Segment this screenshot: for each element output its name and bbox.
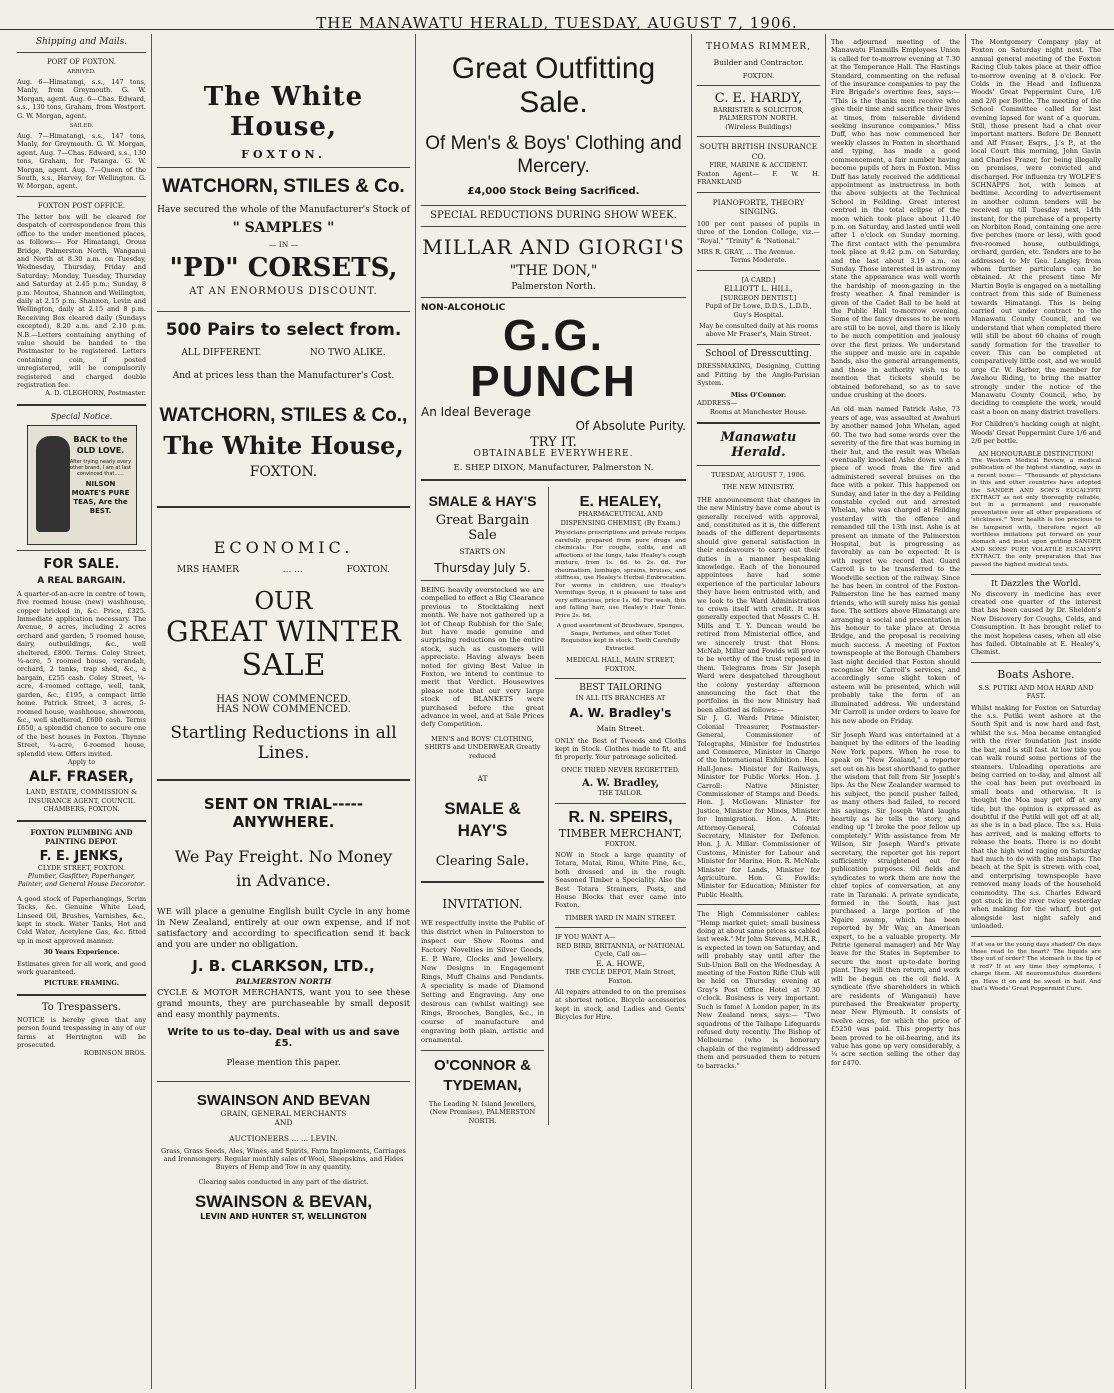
we-pay-freight: We Pay Freight. No Money in Advance.: [174, 846, 393, 890]
shipping-title: Shipping and Mails.: [35, 37, 128, 47]
hardy-buildings: (Wireless Buildings): [725, 122, 792, 131]
pairs-select: 500 Pairs to select from.: [165, 319, 402, 340]
healey-chemist: PHARMACEUTICAL AND DISPENSING CHEMIST, (By Exam.): [560, 510, 681, 527]
smale-title: SMALE & HAY'S: [428, 493, 537, 510]
bradley-heading-2: A. W. Bradley,: [581, 778, 660, 790]
punch-heading: PUNCH: [470, 357, 637, 407]
great-winter: GREAT WINTER: [166, 615, 401, 649]
builder: Builder and Contractor.: [713, 58, 804, 67]
white-house-heading: The White House,: [203, 82, 364, 142]
a-card: [A CARD.]: [741, 275, 776, 284]
at-label: AT: [477, 774, 488, 784]
thursday: Thursday July 5.: [434, 560, 531, 575]
column-5: [826, 34, 966, 1389]
healey-column: [555, 487, 686, 1125]
sale-text: A quarter-of-an-acre in centre of town, five roomed house (new) washhouse, copper bricked in, &c. Price, £325. Immediate application necessary. The Avenue, 9 acres, including 2 acres orchard and garden, 5 roomed house, dairy, outbuildings, &c., well sheltered, £800. Terms. Coley Street, ¼-acre, 5 roomed house, verandah, orchard, 2 tanks, trap shed, &c., a bargain, £255 cash. Coley Street, ¼-acre, 4-roomed cottage, well, tank, garden, &c., £195, a compact little home. Patrick Street, 3 acres, 5-roomed house, washhouse, showroom, &c., well sheltered, £600 cash. Terms £650, a splendid chance to secure one of the best houses in Foxton. Thynne Street, ¼-acre, 6-roomed house, splendid view. Offers invited.: [17, 589, 146, 758]
swainson-heading: SWAINSON AND BEVAN: [196, 1091, 371, 1109]
thomas-rimmer: THOMAS RIMMER,: [706, 42, 811, 52]
discount: AT AN ENORMOUS DISCOUNT.: [189, 286, 378, 298]
jewellers-text: The Leading N. Island Jewellers, (New Premises), PALMERSTON NORTH.: [428, 1099, 537, 1125]
insurance-co: SOUTH BRITISH INSURANCE CO.: [699, 142, 818, 161]
address-label: ADDRESS—: [697, 399, 738, 408]
our-label: OUR: [254, 587, 313, 616]
dresscutting-text: DRESSMAKING, Designing, Cutting and Fitting by the Anglo-Parisian System.: [697, 362, 820, 388]
plumbing-depot: FOXTON PLUMBING AND PAINTING DEPOT.: [30, 827, 133, 846]
dazzles-title: It Dazzles the World.: [991, 579, 1081, 589]
local-news-1: The adjourned meeting of the Manawatu Flaxmills Employees Union is called for to-morrow evening at 7.30 at the Temperance Hall. The Hastings Standard, commenting on the refusal of the insurance companies to pay the Fire Brigade's overtime fees, says:— "This is the thanks men receive who give their time and sacrifice their lives at times, from miserable dividend seeking insurance companies." Miss Duff, who has now commenced her weekly classes in Foxton in shorthand and typing, has made a good commencement, a fair number having become pupils of hers in Foxton. Miss Duff has lately received the additional appointment as instructress in both the above subjects at the Technical School in Feilding. Great interest centred in the total eclipse of the moon which took place about 11.40 p.m. on Saturday, and lasted until well after 1 o'clock on Sunday morning. The first contact with the penumbra took place at 9.42 p.m. on Saturday, and the last about 3.19 a.m. on Sunday. Those interested in astronomy state the appearance was well worth the hardship of moon-gazing in the frosty weather. A final reminder is given of the Cadet Ball to be held at the Public Hall to-morrow evening. Some of the fancy dresses to be worn are still to be novel, and there is likely to be much competition and jealousy over the first prizes. We understand the supper and music are in capable hands, also the general arrangements, and those in authority wish us to mention that tickets should be obtained beforehand, so as to save undue crushing at the doors.: [831, 38, 960, 400]
main-street: Main Street.: [596, 724, 645, 733]
experience: 30 Years Experience.: [43, 948, 120, 957]
jenks-trades: Plumber, Gasfitter, Paperhanger, Painter, and General House Decorator.: [17, 871, 146, 889]
special-notice: Special Notice.: [50, 411, 113, 421]
column-4: [692, 34, 826, 1389]
post-office-title: FOXTON POST OFFICE.: [37, 201, 126, 210]
trespass-title: To Trespassers.: [41, 1001, 122, 1013]
sent-on-trial: SENT ON TRIAL-----ANYWHERE.: [203, 794, 364, 831]
absolute-purity: Of Absolute Purity.: [575, 419, 686, 434]
timber-merchant: TIMBER MERCHANT,: [558, 826, 683, 840]
bradley-text: ONLY the Best of Tweeds and Cloths kept in Stock. Clothes made to fit, and fit properly. Your patronage solicited.: [555, 736, 686, 762]
write-today: Write to us to-day. Deal with us and save £5.: [167, 1027, 400, 1050]
robinson-bros: ROBINSON BROS.: [83, 1049, 146, 1058]
putiki-moa: S.S. PUTIKI AND MOA HARD AND FAST.: [978, 683, 1094, 701]
palmerston-label: Palmerston North.: [511, 281, 596, 292]
ad-back-to-old-love: BACK to the OLD LOVE.: [73, 434, 128, 455]
hill-name: ELLIOTT L. HILL,: [724, 284, 793, 294]
bradley-heading: A. W. Bradley's: [569, 706, 672, 720]
healey-title: E. HEALEY,: [579, 493, 662, 511]
non-alcoholic: NON-ALCOHOLIC: [421, 303, 506, 314]
hamer-row: [177, 565, 390, 575]
watchorn-heading: WATCHORN, STILES & Co.: [162, 176, 405, 197]
pianoforte: PIANOFORTE, THEORY SINGING.: [712, 197, 805, 217]
boats-ashore-title: Boats Ashore.: [997, 667, 1075, 681]
smale-title-2: SMALE & HAY'S: [444, 798, 521, 840]
speirs-heading: R. N. SPEIRS,: [568, 808, 673, 826]
barrister: BARRISTER & SOLICITOR,: [712, 106, 804, 114]
sale-label: SALE: [241, 648, 326, 684]
samples: " SAMPLES ": [232, 219, 335, 236]
once-tried: ONCE TRIED NEVER REGRETTED.: [561, 765, 680, 774]
hardy-name: C. E. HARDY,: [714, 91, 803, 106]
column-6: [966, 34, 1106, 1389]
smale-text: BEING heavily overstocked we are compelled to effect a Big Clearance previous to Stocktaking next month. We have not gathered up a lot of Cheap Rubbish for the Sale, but have made genuine and surprising reductions on the entire stock, such as customers will appreciate. Having always been noted for giving Best Value in Foxton, we intend to continue to merit that Verdict. Housewives please note that our very large stock of BLANKETS were purchased before the great advance in wool, and at Sale Prices defy Competition.: [421, 585, 545, 729]
grass-text: Grass, Grass Seeds, Ales, Wines, and Spirits, Farm Implements, Carriages and Ironmongery. Regular monthly sales of Wool, Sheepskins, and Hides Buyers of Hemp and Tow in any quantity.: [161, 1146, 406, 1172]
cycle-list: RED BIRD, BRITANNIA, or NATIONAL Cycle, Call on—: [556, 941, 685, 959]
dentistry-text: A good assortment of Brushware, Sponges, Soaps, Perfumes, and other Toilet Requisites kept in stock. Teeth Carefully Extracted.: [556, 623, 685, 652]
no-two-alike: NO TWO ALIKE.: [309, 347, 386, 358]
starts-on: STARTS ON: [459, 547, 506, 557]
mention-paper: Please mention this paper.: [226, 1058, 341, 1069]
post-office-text: The letter box will be cleared for despatch of correspondence from this office to the under mentioned places, as follows:— For Himatangi, Oroua Bridge, Palmerston North, Wanganui and North at 8.30 a.m. on Tuesday, Wednesday, Thursday, Friday and Saturday; Monday, Tuesday, Thursday and Saturday at 2.45 p.m.; Sunday, 8 p.m. Moutoa, Shannon and Wellington, daily at 2.15 p.m. Shannon, Levin and Wellington, daily at 2.15 and 8 p.m. Receiving Box cleared daily (Sundays excepted), 8.20 a.m. and 2.10 p.m. N.B.—Letters containing anything of value should be handed to the Postmaster to be registered. Letters containing coin, if posted unregistered, will be compulsorily registered and charged double registration fee.: [17, 212, 146, 389]
want-a: IF YOU WANT A—: [555, 933, 616, 942]
miss-oconnor: Miss O'Connor.: [730, 390, 787, 399]
post-office-sign: A. D. CLEGHORN, Postmaster.: [45, 389, 146, 398]
ideal-beverage: An Ideal Beverage: [421, 405, 532, 420]
jenks-address: CLYDE STREET, FOXTON.: [37, 863, 126, 872]
outfitting-heading: Great Outfitting Sale.: [451, 52, 656, 119]
cycle-motor-text: CYCLE & MOTOR MERCHANTS, want you to see these grand mounts, they are purchaseable by small deposit and easy monthly payments.: [157, 988, 410, 1021]
apply-to: Apply to: [67, 757, 96, 766]
insurance-agent: Foxton Agent— F. W. H. FRANKLAND: [697, 169, 820, 187]
jenks-name: F. E. JENKS,: [39, 848, 124, 864]
ministry-article: THE announcement that changes in the new Ministry have come about is generally received with approval, and, constituted as it is, the different heads of the different departments should give general satisfaction in their endeavours to carry out their duties in a manner bespeaking knowledge. Each of the honoured appointees have had some experience of the particular labours they have been entrusted with, and we look to the Ward Administration to crown itself with credit. It was generally expected that Messrs C. H. Mills and T. Y. Duncan would be retired from Ministerial office, and we sincerely trust that Hons. McNab, Millar and Fowlds will prove to be worthy of the trust reposed in them. Telegrams from Sir Joseph Ward were despatched throughout the colony yesterday afternoon announcing the fact that the portfolios in the new Ministry had been allotted as follows:—: [697, 495, 820, 714]
clearing-sales: Clearing sales conducted in any part of the district.: [198, 1177, 369, 1186]
dazzles-text: No discovery in medicine has ever created one quarter of the interest that has been caused by Dr. Sheldon's New Discovery for Coughs, Colds, and Consumption. It has brought relief to the most hopeless cases, when all else has failed. Obtainable at E. Healey's, Chemist.: [971, 589, 1101, 657]
masthead: THE MANAWATU HERALD, TUESDAY, AUGUST 7, 1906.: [0, 0, 1114, 30]
port-title: PORT OF FOXTON.: [46, 58, 117, 66]
fraser-details: LAND, ESTATE, COMMISSION & INSURANCE AGENT, COUNCIL CHAMBERS, FOXTON.: [26, 788, 137, 814]
jenks-text: A good stock of Paperhangings, Scrim Tacks, &c. Genuine White Lead, Linseed Oil, Brushes, Varnishes, &c., kept in stock. Water Tanks, Hot and Cold Water, Acetylene Gas, &c. fitted up in most approved manner.: [17, 894, 146, 945]
and-label: AND: [274, 1118, 293, 1128]
hill-text: Pupil of Dr Lowe, D.D.S., L.D.D., Guy's Hospital.: [705, 302, 812, 319]
herald-nameplate: Manawatu Herald.: [720, 429, 797, 460]
foxton-label: FOXTON.: [241, 148, 326, 161]
stock-sacrificed: £4,000 Stock Being Sacrificed.: [467, 186, 640, 197]
for-sale-heading: FOR SALE.: [43, 556, 120, 572]
distinction-text: The Western Medical Review, a medical publication of the highest standing, says in a recent issue:— "Thousands of physicians in this and other countries have adopted the SANDER AND SON'S EUCALYPTI EXTRACT as not only thoroughly reliable, but in a permanent and reasonable preventative over all other preparations of 'stickiness.'" Your health is too precious to be tampered with, therefore reject all worthless imitations put forward on your stomach and insist upon getting SANDER AND SONS' PURE VOLATILE EUCALYPTI EXTRACT, the only preparation that has passed the highest medical tests.: [971, 457, 1101, 568]
howe-name: E. A. HOWE,: [596, 958, 645, 968]
mrs-gray: MRS R. GRAY, ... The Avenue.: [697, 248, 796, 257]
oconnor-tydeman: O'CONNOR & TYDEMAN,: [434, 1056, 531, 1094]
pd-corsets: "PD" CORSETS,: [169, 253, 398, 284]
watchorn-heading-2: WATCHORN, STILES & Co.,: [159, 405, 408, 427]
bargain-heading: A REAL BARGAIN.: [37, 575, 126, 586]
mens-clothing: Of Men's & Boys' Clothing and Mercery.: [425, 133, 682, 177]
millar-giorgi: MILLAR AND GIORGI'S: [422, 234, 685, 259]
surgeon-dentist: [SURGEON DENTIST.]: [720, 293, 797, 302]
herald-date: TUESDAY, AUGUST 7, 1906.: [711, 470, 806, 479]
local-news-2: An old man named Patrick Ashe, 73 years of age, was assaulted at Awahuri by another named John Whelan, aged 60. The two had some words over the severity of the fire that was burning in their hut, and the result was Whelan eventually knocked Ashe down with a piece of wood from the fire and administered several bruises on the face with a poker. This happened on Sunday, and later in the day a Feilding constable cycled out and arrested Whelan, who was charged at Feilding yesterday with the offence and remanded till the 13th inst. Ashe is at present an inmate of the Palmerston Hospital, but is progressing as favorably as can be expected. It is with regret we record that Guard Carroll is to be transferred to the Woodville section of the railway. Since he has been in control of the Foxton-Palmerston line he has earned many friends, who will surely miss his genial face. The settlers above Himatangi are arranging a social and presentation in his honour to take place at Oroua Bridge, and the proposal is receiving much success. A meeting of Foxton townspeople at the Borough Chambers last night decided that Foxton should recognise Mr Carroll's services, and accordingly some slight token of esteem will be presented, which will probably take the form of an illuminated address. We understand Mr Carroll is under orders to leave for his new abode on Friday.: [831, 405, 960, 725]
auctioneers: AUCTIONEERS ... ... LEVIN.: [229, 1133, 338, 1143]
clarkson-heading: J. B. CLARKSON, LTD.,: [192, 956, 375, 975]
arrived-text: Aug. 6—Himatangi, s.s., 147 tons, Manly, from Greymouth. G. W. Morgan, agent. Aug. 6—Chas. Edward, s.s., 130 tons, Graham, from Westport. G. W. Morgan, agent.: [17, 78, 146, 120]
childrens-cough: For Children's hacking cough at night, Woods' Great Peppermint Cure 1/6 and 2/6 per bottle.: [971, 420, 1101, 446]
have-secured: Have secured the whole of the Manufacturer's Stock of: [157, 205, 410, 215]
bargain-sale: Great Bargain Sale: [435, 513, 530, 544]
fraser-name: ALF. FRASER,: [29, 769, 134, 786]
in-label: — IN —: [268, 239, 299, 249]
trespass-text: NOTICE is hereby given that any person found trespassing in any of our farms at Herrington will be prosecuted.: [17, 1015, 146, 1050]
white-house-heading-2: The White House,: [163, 431, 404, 461]
ad-after-trying: After trying nearly every other brand, I am at last convinced that......: [69, 458, 132, 477]
hill-consult: May be consulted daily at his rooms above Mr Fraser's, Main Street.: [699, 322, 818, 339]
dresscutting-title: School of Dresscutting.: [705, 348, 812, 359]
branches-at: IN ALL ITS BRANCHES AT: [575, 693, 666, 702]
medical-hall: MEDICAL HALL, MAIN STREET, FOXTON.: [566, 656, 675, 673]
cycle-offer-text: WE will place a genuine English built Cycle in any home in New Zealand, entirely at our own expense, and if not satisfactory and according to specification send it back and you are under no obligation.: [157, 906, 410, 950]
ministers-list: Sir J. G. Ward: Prime Minister, Colonial Treasurer, Postmaster-General, Commissioner of Telegraphs, Minister for Industries and Commerce, Minister in Charge of the International Exhibition. Hon. Hall-Jones: Minister for Railways, Minister for Public Works. Hon. J. Carroll: Native Minister, Commissioner of Stamps and Deeds. Hon. J. McGowan: Minister for Justice, Minister for Mines, Minister for Immigration. Hon. A. Pitt: Attorney-General, Colonial Secretary, Minister for Defence. Hon. J. A. Millar: Commissioner of Customs, Minister for Labour and Minister for Marine. Hon. R. McNab: Minister for Lands, Minister for Agriculture. Hon. G. Fowlds: Minister for Education; Minister for Public Health.: [697, 714, 820, 899]
column-1: [12, 34, 152, 1389]
local-news-4: The Montgomery Company play at Foxton on Saturday night next. The annual general meeting of the Foxton Racing Club takes place at their office to-morrow evening at 8 o'clock. For Colds in the Head and Influenza Woods' Great Peppermint Cure, 1/6 and 2/6 per Bottle. The meeting of the School Committee called for last evening lapsed for want of a quorum. Still, those present had a chat over important matters. Before Dr. Bennett and Alf Fraser, Esqrs., J.'s P., at the local Court this morning, John Gavin and Charles Frazer, for being illegally on premises, were convicted and discharged. For influenza try WOLFE'S SCHNAPPS hot, with lemon at bedtime. According to advertisement in another column tenders will be received up till Tuesday next, 14th instant, for the purchase of a property on Norbiton Road, containing one acre five perches (more or less), with good five-roomed house, outbuildings, orchard, garden, etc. Tenders are to be addressed to Mr Geo. Langley, from whom further particulars can be obtained. At the present time Mr Martin Boyle is engaged on a metalling contract from this side of Buineness towards Himatangi. This is being carried out under contract to the Manawatu County Council, and we understand that when completed there will still be about 60 chains of rough sandy formation for the traveller to cover. This can be completed at comparatively little cost, and we would urge Cr. W. Barber, the member for Awahou Riding, to bring the matter strongly under the notice of the Manawatu County Council, who, by deciding to complete the work, would cast a boon on many district travellers.: [971, 38, 1101, 416]
invitation-text: WE respectfully invite the Public of this district when in Palmerston to inspect our Show Rooms and Factory Novelties in Silver Goods, E. P. Ware, Clocks and Jewellery. New Designs in Engagement Rings, Muff Chains and Pendants. A speciality is made of Diamond Setting and Engraving. Any one desirous can (whilst waiting) see Rings, Brooches, Bangles, &c., in course of manufacture and engraving both plain, artistic and ornamental.: [421, 918, 544, 1044]
the-don: "THE DON,": [509, 262, 598, 279]
obtainable: OBTAINABLE EVERYWHERE.: [473, 449, 634, 460]
foxton-label-2: FOXTON.: [249, 464, 318, 481]
tea-advert-illustration: [27, 425, 137, 545]
manchester-rooms: Rooms at Manchester House.: [709, 407, 808, 416]
pupils-passes: 100 per cent passes of pupils in three of the London College, viz.— "Royal," "Trinity" & "National.": [697, 219, 820, 245]
palmerston-north: PALMERSTON NORTH: [235, 976, 332, 986]
smale-hay-column: [421, 487, 549, 1125]
distinction-title: AN HONOURABLE DISTINCTION!: [978, 449, 1094, 458]
peppermint-ad: If at sea or the young days shaded? On days those read to the heart? The liquids are they out of order? The stomach is the tip of it red? If at any time they symptoms, I charge them. All neuromusfulus disorders go. Have it on and be sweet in half. And that's Woods' Great Peppermint Cure.: [971, 941, 1101, 993]
invitation: INVITATION.: [442, 896, 523, 911]
estimates: Estimates given for all work, and good work guaranteed.: [17, 959, 146, 977]
arrived-label: ARRIVED.: [67, 69, 96, 75]
hamer-foxton: FOXTON.: [346, 565, 390, 576]
has-now-1: HAS NOW COMMENCED.: [216, 694, 351, 706]
special-reductions: SPECIAL REDUCTIONS DURING SHOW WEEK.: [430, 210, 677, 221]
woman-figure-icon: [36, 436, 70, 532]
new-ministry-title: THE NEW MINISTRY.: [722, 483, 795, 492]
economic-heading: ECONOMIC.: [213, 538, 354, 558]
column-2: [152, 34, 416, 1389]
has-now-2: HAS NOW COMMENCED.: [216, 703, 351, 715]
mrs-hamer: MRS HAMER: [177, 565, 239, 576]
gg-heading: G.G.: [503, 311, 604, 361]
howe-text: All repairs attended to on the premises at shortest notice. Bicycle accessories kept in stock, and Ladies and Gents' Bicycles for Hire.: [555, 987, 686, 1022]
the-tailor: THE TAILOR.: [598, 789, 643, 798]
hamer-dots: ... ...: [282, 565, 303, 576]
startling-reductions: Startling Reductions in all Lines.: [170, 722, 397, 763]
clearing-sale: Clearing Sale.: [435, 853, 530, 869]
prices-note: And at prices less than the Manufacturer's Cost.: [172, 370, 395, 381]
ad-nilson: NILSON MOATE'S PURE TEAS, Are the BEST.: [71, 479, 130, 515]
swainson-heading-2: SWAINSON & BEVAN,: [194, 1192, 373, 1212]
boats-text: Whilst making for Foxton on Saturday the s.s. Putiki went ashore at the South Spit and is now hard and fast, whilst the s.s. Moa became entangled with the river foundation just inside the bar, and is still fast. At low tide you can walk round some portions of the steamers. Unloading operations are being carried on to-day, and almost all the coal has been put overboard in small boats and otherwise. It is thought the Moa may get off at any tide, but the opinion is expressed as doubtful if the Putiki will get off at all, as she is in a bad place. The s.s. Huia has arrived, and is making efforts to release the boats. There is no doubt that the high wind raging on Saturday had much to do with the mishaps. The beach at the Spit is strewn with coal, and enterprising townspeople have removed many loads of the household commodity. The s.s. Charles Edward got stuck in the river twice yesterday when making for the wharf, but got alongside last night safely and unloaded.: [971, 703, 1101, 931]
healey-text: Physicians prescriptions and private recipes carefully prepared from pure drugs and chemicals. For coughs, colds, and all affections of the lungs, take Healey's cough mixture, from 1s. 6d. to 2s. 6d. For rheumatism, lumbago, sprains, bruises, and stiffness, use Healey's Herbal Embrocation. For worms in children, use Healey's Vermifuge Syrup, it is pleasant to take and very efficacious, price 1s. 6d. For wash, thin and falling hair, use Healey's Hair Tonic. Price 2s. 6d.: [555, 530, 686, 619]
local-news-3: Sir Joseph Ward was entertained at a banquet by the editors of the leading New York papers. When he rose to speak on "New Zealand," a reporter set out on his best shorthand to gather the wisdom that fell from Sir Joseph's lips. As the New Zealander warmed to his subject, the pencil pusher failed, as many others had failed, to record his sayings. Sir Joseph Ward laughs heartily as he tells the story, and ending up "I broke the poor fellow up completely." With assistance from Mr Wilson, Sir Joseph Ward's private secretary, the reporter got his report sufficiently straightened out for publication purposes. Oil fields and syndicates to work them are now the chief topics of conversation, at any rate in Taranaki. A private syndicate, formed in the South, has just purchased a large portion of the Ngaire swamp, which has been reported by Mr Way, an American expert, to be a valuable property. Mr Petrie (general manager) and Mr Way leave for the States in September to secure the most up-to-date boring plant. They will then return, and work will be begun on the oil field. A syndicate (five shareholders in which are residents of Wanganui) have purchased the Breakwater property, near New Plymouth. It consists of twelve acres, for which the price of £5250 was paid. This property has been proved to be oil-bearing, and its value has gone up very considerably, a ¼ acre section selling the other day for £470.: [831, 730, 960, 1067]
picture-framing: PICTURE FRAMING.: [43, 979, 120, 988]
variety-row: [157, 348, 410, 358]
terms-moderate: Terms Moderate.: [730, 256, 787, 265]
all-different: ALL DIFFERENT.: [181, 347, 262, 358]
best-tailoring: BEST TAILORING: [579, 683, 662, 693]
fire-marine: FIRE, MARINE & ACCIDENT.: [709, 161, 808, 170]
mens-boys-clothing: MEN'S and BOYS' CLOTHING, SHIRTS and UNDERWEAR Greatly reduced: [424, 734, 541, 760]
try-it: TRY IT.: [530, 435, 577, 451]
grain-merchants: GRAIN, GENERAL MERCHANTS: [220, 1108, 347, 1118]
speirs-foxton: FOXTON.: [604, 839, 637, 848]
hardy-palmerston: PALMERSTON NORTH.: [719, 114, 798, 123]
shep-dixon: E. SHEP DIXON, Manufacturer, Palmerston N.: [453, 462, 654, 473]
levin-address: LEVIN AND HUNTER ST, WELLINGTON: [200, 1212, 367, 1222]
timber-yard: TIMBER YARD IN MAIN STREET.: [564, 913, 677, 922]
news-items: The High Commissioner cables: "Hemp market quiet; small business doing at about same prices as cabled last week." Mr John Stevens, M.H.R., is expected in town on Saturday, and will probably stay until after the Sub-Union Ball on the Wednesday. A meeting of the Foxton Rifle Club will be held on Thursday evening at Gray's Post Office Hotel at 7.30 o'clock. Business is very important. Such is fame! A London paper, in its New Zealand news, says:— "Two squadrons of the Taihape Lifeguards refused duty recently. The Bishop of Melbourne (who is honorary chaplain of the regiment) addressed them and persuaded them to return to barracks.": [697, 910, 820, 1070]
speirs-text: NOW in Stock a large quantity of Totara, Matai, Rimu, White Pine, &c., both dressed and in the rough. Seasoned Timber a Speciality. Also the Best Totara Strainers, Posts, and House Blocks that ever came into Foxton.: [555, 851, 686, 910]
cycle-depot: THE CYCLE DEPOT, Main Street, Foxton.: [565, 968, 676, 985]
sailed-text: Aug. 7—Himatangi, s.s., 147 tons, Manly, for Greymouth. G. W. Morgan, agent. Aug. 7—Chas. Edward, s.s., 130 tons, Graham, for Patanga. G. W. Morgan, agent. Aug. 7—Queen of the South, s.s., Harvey, for Wellington. G. W. Morgan, agent.: [17, 132, 146, 191]
rimmer-foxton: FOXTON.: [742, 71, 775, 80]
sailed-label: SAILED.: [69, 123, 94, 130]
column-3: [416, 34, 692, 1389]
